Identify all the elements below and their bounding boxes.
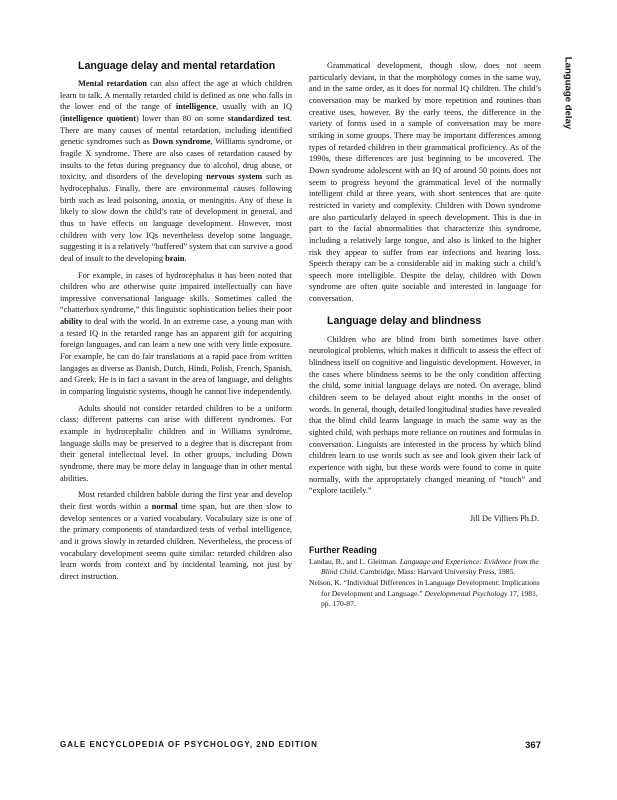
right-column bbox=[309, 60, 541, 610]
left-column bbox=[60, 60, 292, 583]
keyword: intelligence bbox=[175, 102, 217, 112]
keyword: standardized test bbox=[227, 113, 290, 123]
paragraph: Adults should not consider retarded children to be a uniform class; different patterns can arise with different syndromes. For example in hydrocephalic children and in Williams syndrome, language skills may be preserved to a degree that is discrepant from their general intellectual level. In other groups, including Down syndrome, there may be more delay in language than in other mental abilities. bbox=[60, 403, 292, 483]
side-tab bbox=[560, 58, 576, 128]
reference-item: Nelson, K. “Individual Differences in Language Development: Implications for Development and Language.” Developmental Psychology 17, 1981, pp. 170-87. bbox=[309, 578, 540, 609]
italic-title: Language and Experience: Evidence from the Blind Child. bbox=[321, 556, 539, 577]
page-number: 367 bbox=[525, 740, 541, 751]
paragraph: For example, in cases of hydrocephalus it has been noted that children who are otherwise quite impaired intellectually can have impressive conversational language skills. Sometimes called the “chatterbox syndrome,” this linguistic sophistication belies their poor ability to deal with the world. In an extreme case, a young man with a tested IQ in the retarded range has an apparent gift for acquiring foreign languages, and can learn a new one with very little exposure. For example, he can do fair translations at a rapid pace from written langages as diverse as Danish, Dutch, Hindi, Polish, French, Spanish, and Greek. He is in fact a savant in the area of language, and delights in comparing linguistic systems, though he cannot live independently. bbox=[60, 270, 292, 397]
section-heading-blindness: Language delay and blindness bbox=[327, 314, 482, 327]
keyword: Down syndrome bbox=[152, 137, 211, 147]
keyword: brain bbox=[165, 253, 185, 263]
keyword: intelligence quotient bbox=[62, 113, 136, 123]
publication-title: GALE ENCYCLOPEDIA OF PSYCHOLOGY, 2ND EDITION bbox=[60, 740, 318, 749]
author-signature: Jill De Villiers Ph.D. bbox=[469, 513, 539, 523]
section-heading-retardation: Language delay and mental retardation bbox=[78, 60, 276, 72]
keyword: normal bbox=[151, 501, 178, 511]
reference-item: Landau, B., and L. Gleitman. Language and Experience: Evidence from the Blind Child. Cambridge, Mass: Harvard University Press, 1985. bbox=[309, 556, 539, 577]
italic-title: Developmental Psychology bbox=[424, 588, 508, 598]
keyword: Mental retardation bbox=[78, 79, 148, 88]
paragraph: Grammatical development, though slow, does not seem particularly deviant, in that the morphology comes in the same way, and in the same order, as it does for normal IQ children. The child’s conversation may be marked by more repetition and routines than creative uses, however. By the early teens, the difference in the variety of forms used in a sample of conversation may be more striking in some groups. There may be important differences among types of retarded children in their grammatical proficiency. As of the 1990s, these differences are just beginning to be uncovered. The Down syndrome adolescent with an IQ of around 50 points does not seem to progress beyond the grammatical level of the normally intelligent child at three years, with short sentences that are quite restricted in variety and complexity. Children with Down syndrome are also particularly delayed in speech development. This is due in part to the facial abnormalities that characterize this syndrome, including a relatively large tongue, and also is linked to the higher risk they appear to suffer from ear infections and hearing loss. Speech therapy can be a considerable aid in making such a child’s speech more intelligible. Despite the delay, children with Down syndrome are often quite sociable and interested in language for conversation. bbox=[309, 61, 541, 304]
keyword: nervous system bbox=[206, 172, 263, 182]
paragraph: Most retarded children babble during the first year and develop their first words within a normal time span, but are then slow to develop sentences or a varied vocabulary. Vocabulary size is one of the primary components of standardized tests of verbal intelligence, and it grows slowly in retarded children. Nevertheless, the process of vocabulary development seems quite similar: retarded children also learn words from context and by incidental learning, not just by direct instruction. bbox=[60, 490, 292, 581]
page-footer bbox=[60, 740, 541, 752]
further-reading-heading: Further Reading bbox=[309, 544, 377, 555]
side-tab-label: Language delay bbox=[562, 56, 574, 130]
keyword: ability bbox=[60, 317, 83, 327]
paragraph: Children who are blind from birth sometimes have other neurological problems, which makes it difficult to assess the effect of blindness itself on cognitive and linguistic development. However, in the cases where blindness seems to be the only condition affecting the child, some initial language delays are noted. On average, blind children seem to be delayed about eight months in the onset of words. In general, though, detailed longitudinal studies have revealed that the blind child learns language in much the same way as the sighted child, with perhaps more reliance on routines and formulas in conversation. Linguists are interested in the process by which blind children learn to use words such as see and look given their lack of experience with sight, but these words were found to come in quite normally, with the appropriately changed meaning of “touch” and “explore tactilely.” bbox=[309, 334, 541, 496]
paragraph: Mental retardation can also affect the age at which children learn to talk. A mentally retarded child is defined as one who falls in the lower end of the range of intelligence, usually with an IQ (intelligence quotient) lower than 80 on some standardized test. There are many causes of mental retardation, including identified genetic syndromes such as Down syndrome, Williams syndrome, or fragile X syndrome. There are also cases of retardation caused by insults to the fetus during pregnancy due to alcohol, drug abuse, or toxicity, and disorders of the developing nervous system such as hydrocephalus. Finally, there are environmental causes following birth such as lead poisoning, anoxia, or meningitis. Any of these is likely to slow down the child’s rate of development in general, and thus to have effects on language development. However, most children with very low IQs nevertheless develop some language, suggesting it is a relatively “buffered” system that can survive a good deal of insult to the developing brain. bbox=[60, 79, 293, 263]
